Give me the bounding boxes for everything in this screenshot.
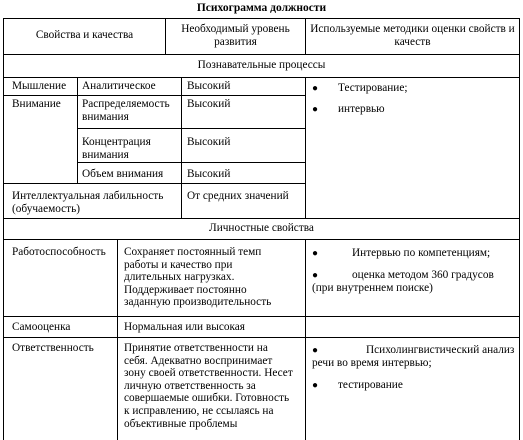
responsibility-method-2: тестирование <box>338 379 403 391</box>
section-personal-bottom <box>3 239 520 240</box>
section-cognitive-bottom <box>3 77 520 78</box>
volume-row-bottom <box>3 183 306 184</box>
responsibility-method-1: Психолингвистический анализ речи во время интервью; <box>312 344 515 369</box>
attention-distribution-label: Распределяемость внимания <box>82 98 170 123</box>
personal-method-divider <box>305 239 306 440</box>
attention-label: Внимание <box>12 98 61 110</box>
section-personal-traits: Личностные свойства <box>209 222 314 234</box>
cognitive-level-divider <box>181 77 182 218</box>
header-properties: Свойства и качества <box>35 29 134 41</box>
cognitive-method-1: Тестирование; <box>338 82 408 94</box>
workability-method-1: Интервью по компетенциям; <box>352 247 491 259</box>
lability-row-bottom <box>3 218 520 219</box>
responsibility-label: Ответственность <box>12 342 94 354</box>
document-title: Психограмма должности <box>196 2 327 14</box>
bullet-icon: ● <box>312 248 319 259</box>
lability-level: От средних значений <box>187 190 289 202</box>
cognitive-method-divider <box>305 77 306 218</box>
cognitive-subcol-divider <box>77 77 78 183</box>
attention-volume-label: Объем внимания <box>82 168 164 180</box>
distribution-row-bottom <box>77 128 306 129</box>
bullet-icon: ● <box>312 345 319 356</box>
table-border-top <box>3 18 520 19</box>
header-assessment-methods: Используемые методики оценки свойств и качеств <box>310 23 515 48</box>
attention-volume-level: Высокий <box>187 168 231 180</box>
selfesteem-row-bottom <box>3 337 520 338</box>
attention-concentration-level: Высокий <box>187 136 231 148</box>
bullet-icon: ● <box>312 104 319 115</box>
bullet-icon: ● <box>312 270 319 281</box>
cognitive-method-2: интервью <box>338 103 385 115</box>
section-cognitive-processes: Познавательные процессы <box>197 59 326 71</box>
workability-level: Сохраняет постоянный темп работы и качество при длительных нагрузках. Поддерживает постоянно заданную производительность <box>124 246 272 309</box>
concentration-row-bottom <box>77 162 306 163</box>
bullet-icon: ● <box>312 380 319 391</box>
lability-label: Интеллектуальная лабильность (обучаемость) <box>12 190 164 215</box>
thinking-label: Мышление <box>12 80 67 92</box>
header-row-bottom <box>3 54 520 55</box>
attention-concentration-label: Концентрация внимания <box>82 136 151 161</box>
selfesteem-label: Самооценка <box>12 321 71 333</box>
personal-level-divider <box>117 239 118 440</box>
table-border-right <box>519 18 520 440</box>
selfesteem-level: Нормальная или высокая <box>124 321 246 333</box>
attention-distribution-level: Высокий <box>187 98 231 110</box>
bullet-icon: ● <box>312 83 319 94</box>
thinking-row-bottom <box>3 95 306 96</box>
responsibility-level: Принятие ответственности на себя. Адекватно воспринимает зону своей ответственности. Несет личную ответственность за совершаемые ошибки. Готовность к исправлению, не ссылаясь на объективные проблемы <box>124 342 293 430</box>
workability-method-2: оценка методом 360 градусов (при внутреннем поиске) <box>312 269 494 294</box>
header-required-level: Необходимый уровень развития <box>181 23 290 48</box>
workability-row-bottom <box>3 316 520 317</box>
workability-label: Работоспособность <box>12 246 106 258</box>
thinking-level: Высокий <box>187 80 231 92</box>
thinking-analytical-label: Аналитическое <box>82 80 156 92</box>
